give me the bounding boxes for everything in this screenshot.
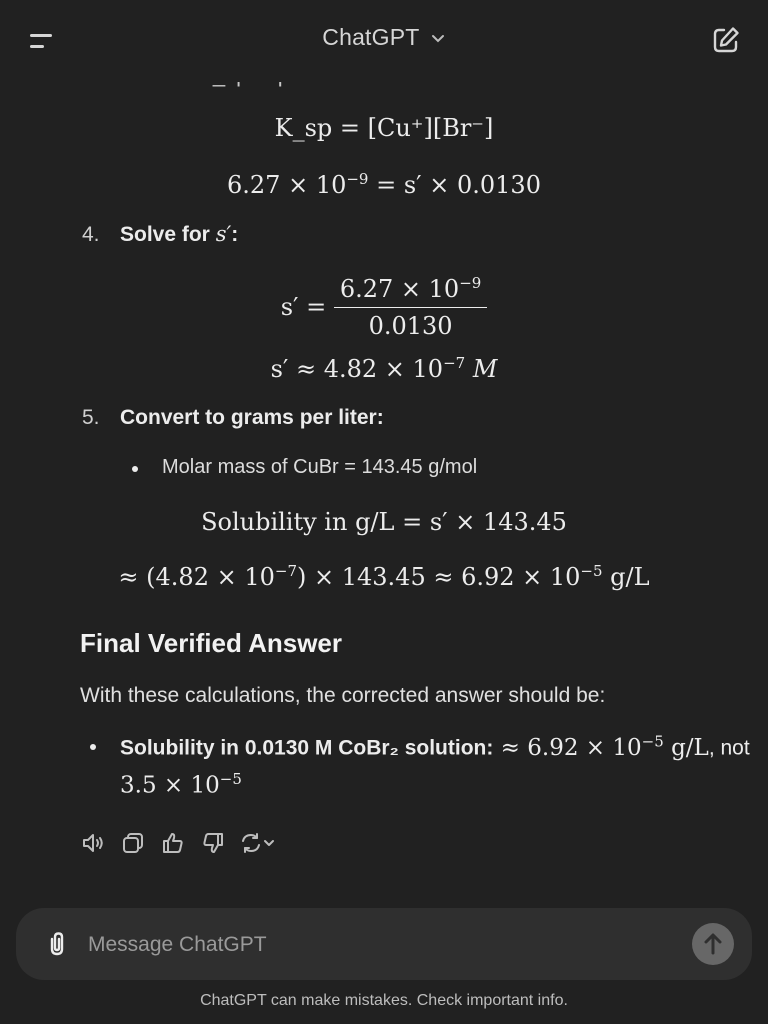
page-title: ChatGPT — [322, 24, 420, 50]
step-4-var: s′ — [215, 222, 232, 246]
speaker-icon[interactable] — [80, 830, 106, 856]
step-5-label: Convert to grams per liter: — [120, 406, 384, 429]
approx-solubility-part3: g/L — [602, 563, 650, 591]
approx-solubility-exp1: −7 — [274, 562, 297, 580]
final-line2-base: 3.5 × 10 — [120, 772, 220, 799]
message-input[interactable] — [86, 924, 670, 966]
fraction-denominator: 0.0130 — [368, 312, 453, 340]
chevron-down-icon — [430, 25, 446, 52]
fraction-equation — [0, 274, 768, 340]
approx-solubility-part2: ) × 143.45 ≈ 6.92 × 10 — [297, 563, 581, 591]
approx-molarity-exp: −7 — [443, 354, 466, 372]
fraction-lhs: s′ = — [280, 293, 327, 321]
final-answer-heading: Final Verified Answer — [80, 628, 343, 658]
final-answer-bullet — [120, 732, 750, 761]
ksp-expression — [0, 114, 768, 142]
send-button[interactable] — [692, 923, 734, 965]
ksp-sub-rhs: = s′ × 0.0130 — [368, 171, 541, 199]
molar-mass-bullet — [162, 456, 477, 479]
step-5 — [82, 406, 384, 430]
edit-icon — [710, 24, 742, 56]
paperclip-icon — [44, 930, 70, 958]
fraction-numerator — [334, 274, 487, 308]
bullet-dot — [132, 466, 138, 472]
approx-solubility — [0, 562, 768, 591]
ksp-expression-text: K_sp = [Cu⁺][Br⁻] — [274, 114, 494, 142]
approx-solubility-exp2: −5 — [580, 562, 603, 580]
final-bullet-math-base: ≈ 6.92 × 10 — [493, 734, 642, 761]
attach-button[interactable] — [44, 930, 70, 958]
copy-icon[interactable] — [120, 830, 146, 856]
top-bar — [0, 0, 768, 82]
final-bullet-math-exp: −5 — [641, 732, 664, 750]
ksp-sub-lhs: 6.27 × 10 — [227, 171, 347, 199]
final-answer-line2 — [120, 770, 242, 799]
new-chat-button[interactable] — [710, 24, 742, 56]
fraction-num-exp: −9 — [459, 274, 482, 292]
approx-molarity — [0, 354, 768, 383]
solubility-equation-text: Solubility in g/L = s′ × 143.45 — [201, 508, 567, 536]
approx-solubility-part1: ≈ (4.82 × 10 — [118, 563, 275, 591]
final-answer-paragraph: With these calculations, the corrected answer should be: — [80, 684, 606, 707]
ksp-sub-exp: −9 — [346, 170, 369, 188]
approx-molarity-base: s′ ≈ 4.82 × 10 — [270, 355, 444, 383]
ksp-substitution — [0, 170, 768, 199]
regenerate-button[interactable] — [238, 830, 278, 856]
step-4-label: Solve for — [120, 223, 216, 246]
regenerate-icon — [243, 834, 259, 852]
solubility-equation — [0, 508, 768, 536]
disclaimer: ChatGPT can make mistakes. Check important info. — [200, 992, 568, 1009]
model-selector[interactable] — [0, 24, 768, 52]
step-4-number: 4. — [82, 223, 100, 246]
final-bullet-math-unit: g/L — [663, 734, 709, 761]
fraction-num-base: 6.27 × 10 — [339, 275, 460, 303]
thumbs-down-icon[interactable] — [200, 830, 226, 856]
approx-molarity-unit: M — [465, 355, 498, 383]
molar-mass-text: Molar mass of CuBr = 143.45 g/mol — [162, 456, 478, 478]
final-bullet-tail: , not — [708, 736, 750, 760]
final-line2-exp: −5 — [219, 770, 242, 788]
message-composer — [16, 908, 752, 980]
step-5-number: 5. — [82, 406, 100, 429]
final-bullet-math — [493, 732, 709, 761]
chevron-down-icon — [265, 841, 273, 845]
fraction — [334, 274, 487, 340]
step-4 — [82, 222, 238, 247]
arrow-up-icon — [692, 923, 734, 965]
step-4-colon: : — [231, 223, 239, 246]
thumbs-up-icon[interactable] — [160, 830, 186, 856]
final-bullet-bold: Solubility in 0.0130 M CoBr₂ solution: — [120, 736, 494, 760]
final-bullet-dot — [90, 744, 96, 750]
